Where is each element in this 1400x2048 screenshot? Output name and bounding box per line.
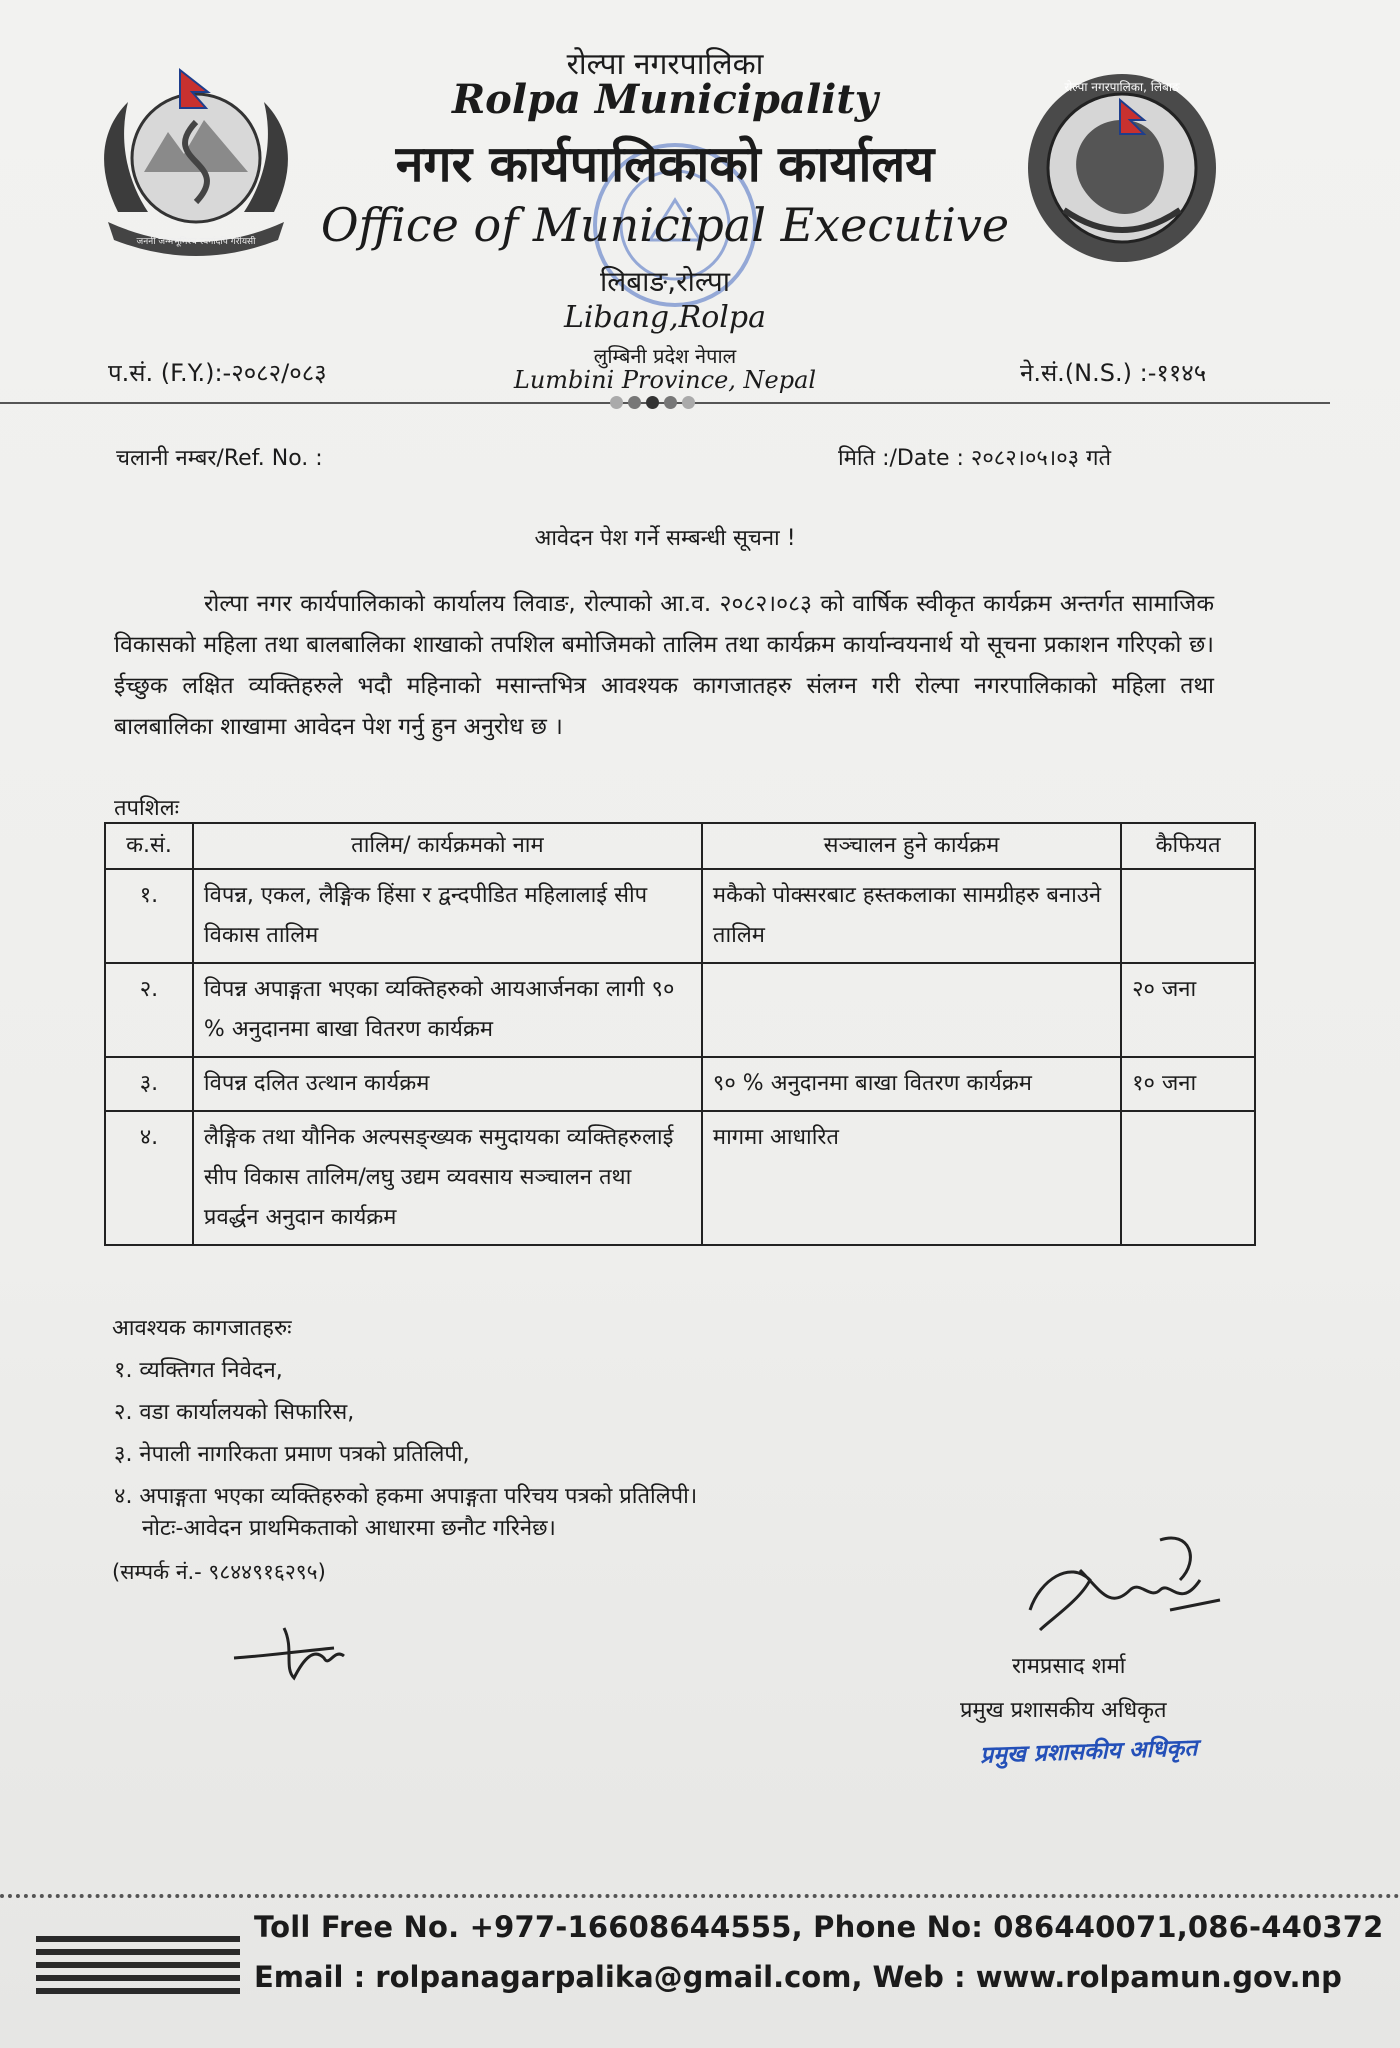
table-row bbox=[105, 1111, 1255, 1245]
selection-note: नोटः-आवेदन प्राथमिकताको आधारमा छनौट गरिनेछ। bbox=[142, 1516, 556, 1541]
location-np: लिबाङ,रोल्पा bbox=[599, 265, 731, 298]
cell-program bbox=[702, 963, 1121, 1057]
officer-signature-icon bbox=[1010, 1520, 1230, 1650]
officer-title: प्रमुख प्रशासकीय अधिकृत bbox=[960, 1698, 1167, 1723]
officer-name: रामप्रसाद शर्मा bbox=[1012, 1654, 1126, 1679]
emblem-motto: जननी जन्मभूमिश्च स्वर्गादपि गरीयसी bbox=[136, 237, 256, 247]
footer-phone: Toll Free No. +977-16608644555, Phone No: 086440071,086-440372 bbox=[254, 1910, 1384, 1944]
cell-sn: ४. bbox=[105, 1111, 193, 1245]
list-item: २. वडा कार्यालयको सिफारिस, bbox=[114, 1400, 355, 1425]
office-name-np: नगर कार्यपालिकाको कार्यालय bbox=[395, 135, 935, 193]
cell-name: विपन्न, एकल, लैङ्गिक हिंसा र द्वन्दपीडित महिलालाई सीप विकास तालिम bbox=[193, 869, 702, 963]
cell-program: ९० % अनुदानमा बाखा वितरण कार्यक्रम bbox=[702, 1057, 1121, 1111]
cell-sn: २. bbox=[105, 963, 193, 1057]
divider-dots bbox=[610, 396, 695, 409]
cell-sn: ३. bbox=[105, 1057, 193, 1111]
left-signature-icon bbox=[224, 1618, 374, 1688]
notice-subject: आवेदन पेश गर्ने सम्बन्धी सूचना ! bbox=[534, 526, 796, 551]
table-row bbox=[105, 963, 1255, 1057]
table-header-row bbox=[105, 823, 1255, 869]
col-header-program: सञ्चालन हुने कार्यक्रम bbox=[702, 823, 1121, 869]
details-label: तपशिलः bbox=[114, 796, 180, 821]
list-item: १. व्यक्तिगत निवेदन, bbox=[114, 1358, 283, 1383]
cell-program: मकैको पोक्सरबाट हस्तकलाका सामग्रीहरु बनाउने तालिम bbox=[702, 869, 1121, 963]
list-item: ४. अपाङ्गता भएका व्यक्तिहरुको हकमा अपाङ्गता परिचय पत्रको प्रतिलिपी। bbox=[114, 1484, 698, 1509]
org-name-np: रोल्पा नगरपालिका bbox=[566, 47, 764, 82]
logo-ring-text: रोल्पा नगरपालिका, लिबाङ bbox=[1064, 80, 1180, 94]
officer-stamp: प्रमुख प्रशासकीय अधिकृत bbox=[979, 1735, 1198, 1769]
cell-name: विपन्न दलित उत्थान कार्यक्रम bbox=[193, 1057, 702, 1111]
province-en: Lumbini Province, Nepal bbox=[513, 366, 817, 394]
ref-number: चलानी नम्बर/Ref. No. : bbox=[116, 446, 323, 471]
details-table bbox=[104, 822, 1256, 1246]
notice-date: मिति :/Date : २०८२।०५।०३ गते bbox=[838, 446, 1112, 471]
notice-body: रोल्पा नगर कार्यपालिकाको कार्यालय लिवाङ, रोल्पाको आ.व. २०८२।०८३ को वार्षिक स्वीकृत कार्यक्रम अन्तर्गत सामाजिक विकासको महिला तथा बालबालिका शाखाको तपशिल बमोजिमको तालिम तथा कार्यक्रम कार्यान्वयनार्थ यो सूचना प्रकाशन गरिएको छ।ईच्छुक लक्षित व्यक्तिहरुले भदौ महिनाको मसान्तभित्र आवश्यक कागजातहरु संलग्न गरी रोल्पा नगरपालिकाको महिला तथा बालबालिका शाखामा आवेदन पेश गर्नु हुन अनुरोध छ । bbox=[114, 591, 1214, 740]
cell-remarks: १० जना bbox=[1121, 1057, 1255, 1111]
documents-list bbox=[114, 1350, 697, 1518]
footer-email-web: Email : rolpanagarpalika@gmail.com, Web : www.rolpamun.gov.np bbox=[254, 1960, 1342, 1994]
table-row bbox=[105, 1057, 1255, 1111]
table-row bbox=[105, 869, 1255, 963]
cell-name: विपन्न अपाङ्गता भएका व्यक्तिहरुको आयआर्जनका लागी ९० % अनुदानमा बाखा वितरण कार्यक्रम bbox=[193, 963, 702, 1057]
cell-program: मागमा आधारित bbox=[702, 1111, 1121, 1245]
cell-remarks: २० जना bbox=[1121, 963, 1255, 1057]
fiscal-year: प.सं. (F.Y.):-२०८२/०८३ bbox=[108, 359, 327, 387]
list-item: ३. नेपाली नागरिकता प्रमाण पत्रको प्रतिलिपी, bbox=[114, 1442, 470, 1467]
contact-number: (सम्पर्क नं.- ९८४४९१६२९५) bbox=[112, 1560, 326, 1584]
nepal-samvat: ने.सं.(N.S.) :-११४५ bbox=[1020, 359, 1207, 387]
documents-title: आवश्यक कागजातहरुः bbox=[112, 1316, 292, 1341]
office-name-en: Office of Municipal Executive bbox=[320, 198, 1010, 252]
province-np: लुम्बिनी प्रदेश नेपाल bbox=[593, 344, 737, 368]
cell-name: लैङ्गिक तथा यौनिक अल्पसङ्ख्यक समुदायका व्यक्तिहरुलाई सीप विकास तालिम/लघु उद्यम व्यवसाय सञ्चालन तथा प्रवर्द्धन अनुदान कार्यक्रम bbox=[193, 1111, 702, 1245]
col-header-remarks: कैफियत bbox=[1121, 823, 1255, 869]
cell-remarks bbox=[1121, 1111, 1255, 1245]
org-name-en: Rolpa Municipality bbox=[451, 76, 879, 123]
cell-sn: १. bbox=[105, 869, 193, 963]
location-en: Libang,Rolpa bbox=[563, 300, 766, 335]
col-header-name: तालिम/ कार्यक्रमको नाम bbox=[193, 823, 702, 869]
col-header-sn: क.सं. bbox=[105, 823, 193, 869]
footer-divider bbox=[0, 1894, 1400, 1898]
cell-remarks bbox=[1121, 869, 1255, 963]
footer-stripes bbox=[36, 1936, 240, 2001]
